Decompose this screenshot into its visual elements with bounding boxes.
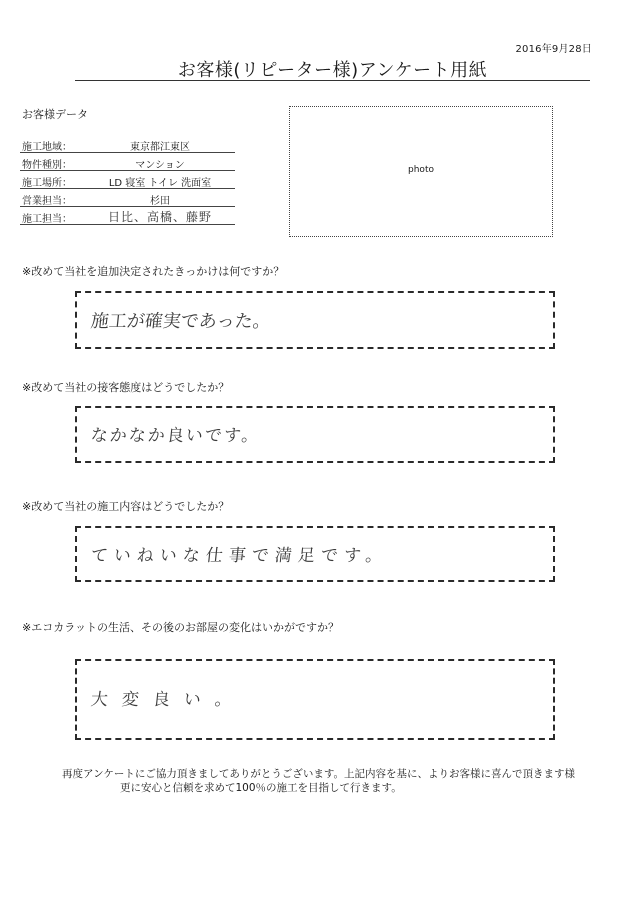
row-label: 施工地域： — [22, 142, 72, 153]
question-4: ※エコカラットの生活、その後のお部屋の変化はいかがですか？ — [22, 621, 339, 634]
customer-data-heading: お客様データ — [22, 108, 88, 121]
handwritten-row-value: 日比、高橋、藤野 — [107, 210, 212, 224]
row-label: 施工場所： — [22, 178, 72, 189]
answer-box-2 — [75, 406, 555, 463]
handwritten-answer-1: 施工が確実であった。 — [89, 311, 272, 332]
customer-data-table — [20, 135, 235, 225]
row-label: 営業担当： — [22, 196, 72, 207]
photo-placeholder — [289, 106, 553, 237]
customer-data-row — [20, 153, 235, 171]
row-value: マンション — [135, 160, 185, 171]
handwritten-answer-2: なかなか良いです。 — [89, 426, 262, 446]
photo-label: photo — [408, 165, 434, 175]
handwritten-answer-3: ていねいな仕事で満足です。 — [89, 546, 390, 566]
footer-line-2: 更に安心と信頼を求めて100％の施工を目指して行きます。 — [120, 782, 402, 794]
row-value: LD 寝室 トイレ 洗面室 — [108, 178, 212, 189]
customer-data-row — [20, 135, 235, 153]
title-underline — [75, 80, 590, 81]
form-title: お客様(リピーター様)アンケート用紙 — [177, 60, 488, 81]
handwritten-answer-4: 大変良い。 — [89, 690, 247, 710]
row-value: 東京都江東区 — [130, 142, 190, 153]
answer-box-1 — [75, 291, 555, 349]
answer-box-3 — [75, 526, 555, 582]
footer-line-1: 再度アンケートにご協力頂きましてありがとうございます。上記内容を基に、よりお客様に喜んで頂きます様 — [62, 768, 576, 780]
answer-box-4 — [75, 659, 555, 740]
customer-data-row — [20, 207, 235, 225]
row-label: 物件種別： — [22, 160, 72, 171]
question-1: ※改めて当社を追加決定されたきっかけは何ですか？ — [22, 265, 285, 278]
form-date: 2016年9月28日 — [515, 44, 592, 55]
question-2: ※改めて当社の接客態度はどうでしたか？ — [22, 381, 230, 394]
row-value: 杉田 — [150, 196, 170, 207]
row-label: 施工担当： — [22, 214, 72, 225]
customer-data-row — [20, 171, 235, 189]
customer-data-row — [20, 189, 235, 207]
question-3: ※改めて当社の施工内容はどうでしたか？ — [22, 500, 230, 513]
